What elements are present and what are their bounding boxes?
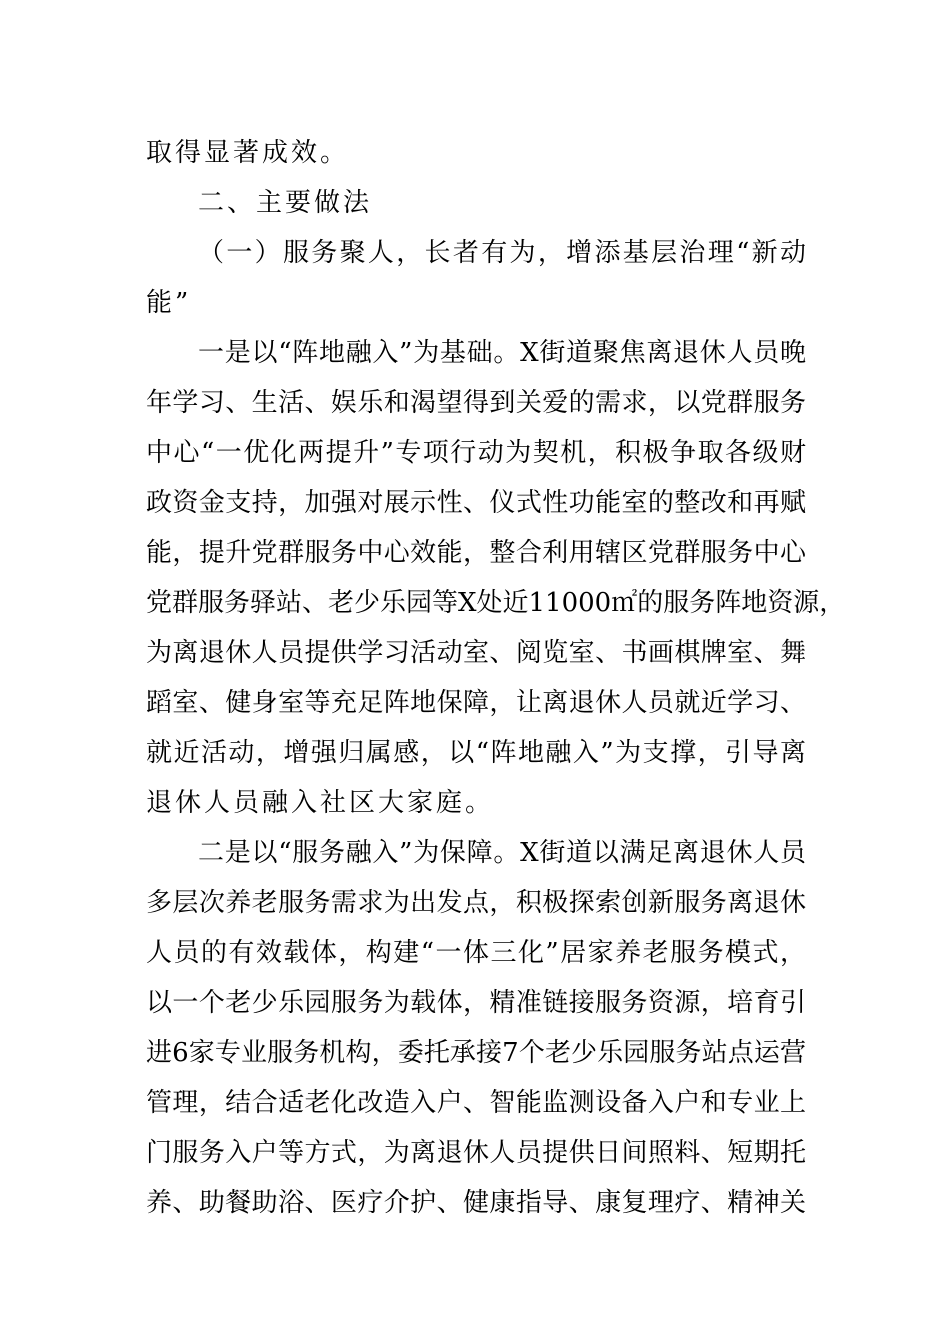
paragraph-line: 年学习、生活、娱乐和渴望得到关爱的需求，以党群服务 [146,388,806,418]
paragraph-line: 能，提升党群服务中心效能，整合利用辖区党群服务中心 [146,538,806,568]
paragraph-line: 退休人员融入社区大家庭。 [146,788,495,818]
section-heading: 二、主要做法 [198,188,373,218]
paragraph-line: 中心“一优化两提升”专项行动为契机，积极争取各级财 [146,438,806,468]
paragraph-line: 人员的有效载体，构建“一体三化”居家养老服务模式， [146,938,806,968]
paragraph-line: 党群服务驿站、老少乐园等X处近11000㎡的服务阵地资源， [146,588,846,618]
paragraph-line: 进6家专业服务机构，委托承接7个老少乐园服务站点运营 [146,1038,806,1068]
paragraph-line: 二是以“服务融入”为保障。X街道以满足离退休人员 [198,838,806,868]
paragraph-line: 多层次养老服务需求为出发点，积极探索创新服务离退休 [146,888,806,918]
paragraph-line: 为离退休人员提供学习活动室、阅览室、书画棋牌室、舞 [146,638,806,668]
paragraph-line: 蹈室、健身室等充足阵地保障，让离退休人员就近学习、 [146,688,806,718]
paragraph-line: 管理，结合适老化改造入户、智能监测设备入户和专业上 [146,1088,806,1118]
paragraph-line: 门服务入户等方式，为离退休人员提供日间照料、短期托 [146,1138,806,1168]
text-line: 取得显著成效。 [146,138,350,168]
paragraph-line: 政资金支持，加强对展示性、仪式性功能室的整改和再赋 [146,488,806,518]
paragraph-line: 养、助餐助浴、医疗介护、健康指导、康复理疗、精神关 [146,1188,806,1218]
subsection-heading: （一）服务聚人，长者有为，增添基层治理“新动 [198,238,806,268]
subsection-heading-continued: 能” [146,288,192,318]
paragraph-line: 就近活动，增强归属感，以“阵地融入”为支撑，引导离 [146,738,806,768]
paragraph-line: 以一个老少乐园服务为载体，精准链接服务资源，培育引 [146,988,806,1018]
paragraph-line: 一是以“阵地融入”为基础。X街道聚焦离退休人员晚 [198,338,806,368]
